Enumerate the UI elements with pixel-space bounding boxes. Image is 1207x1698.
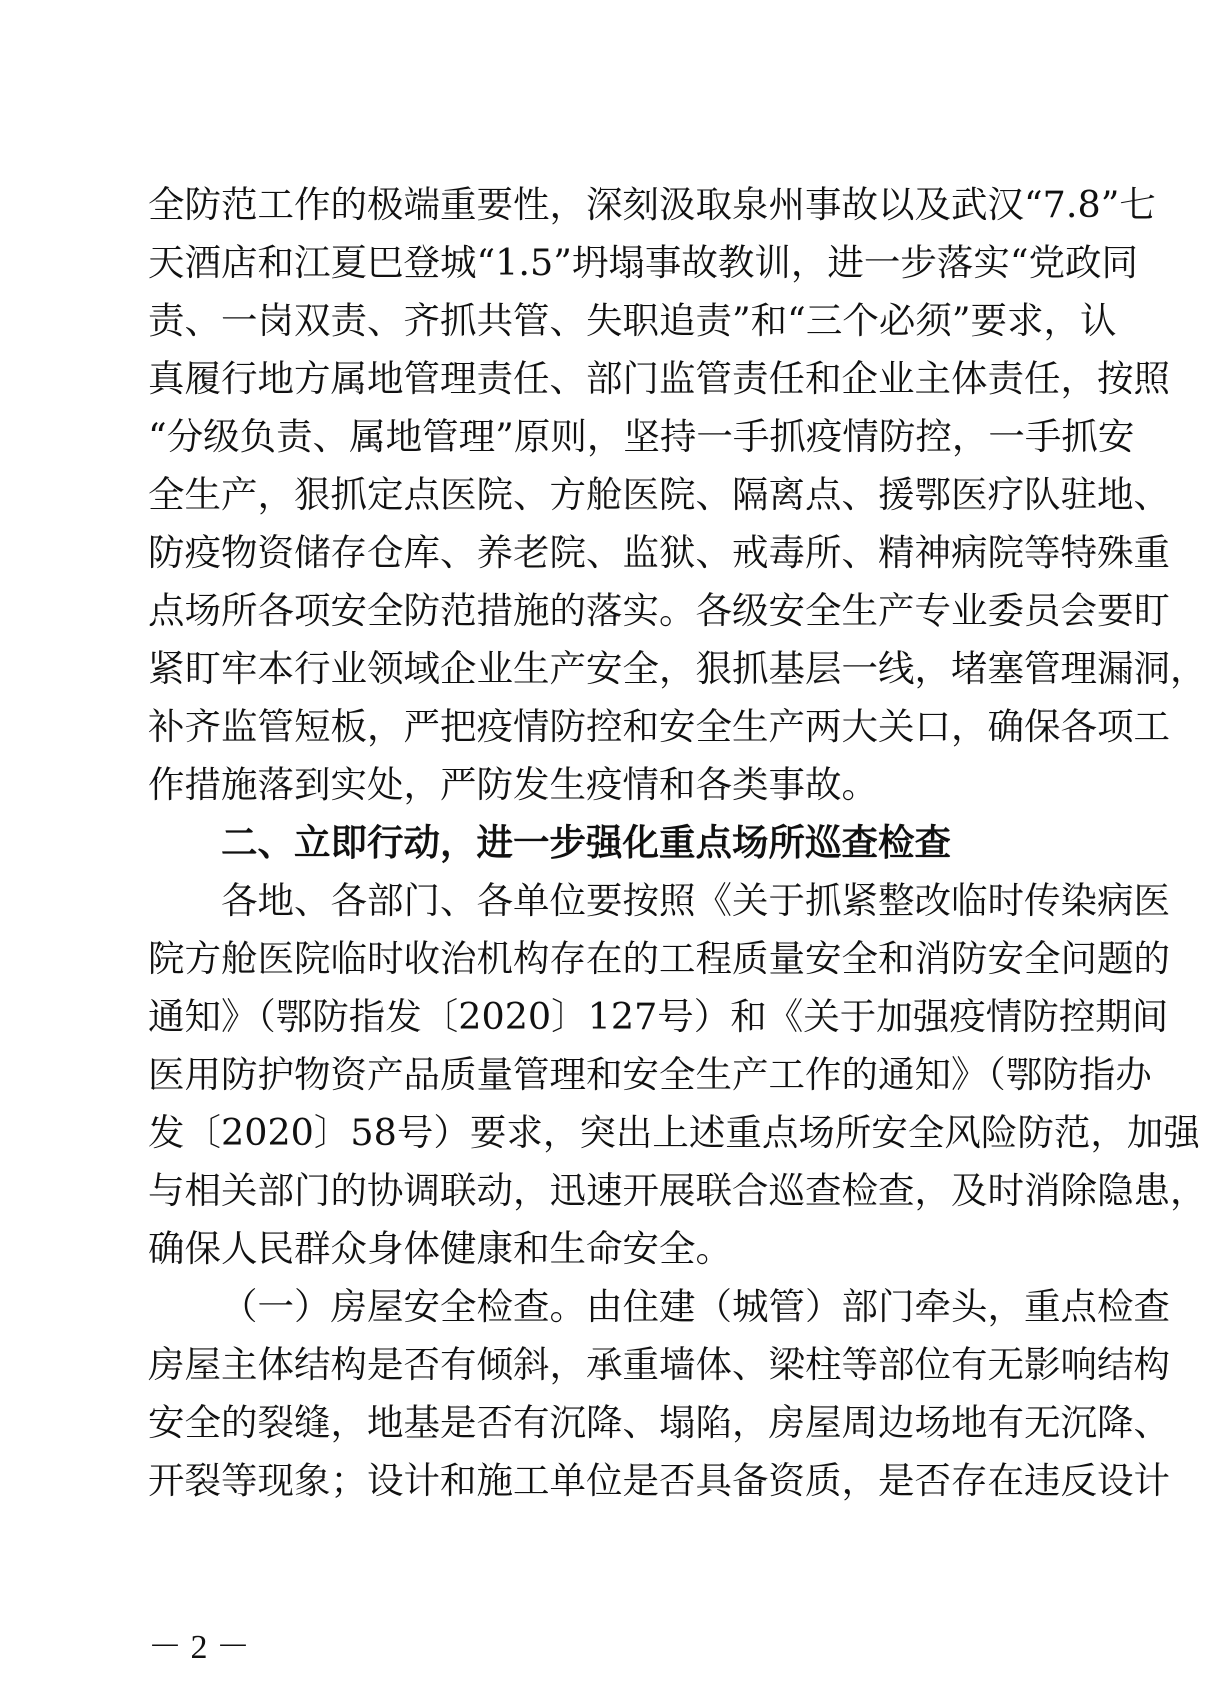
body-text-line: “分级负责、属地管理”原则，坚持一手抓疫情防控，一手抓安 xyxy=(148,415,1135,458)
body-text-line: 开裂等现象；设计和施工单位是否具备资质，是否存在违反设计 xyxy=(148,1459,1170,1502)
paragraph-first-line: 各地、各部门、各单位要按照《关于抓紧整改临时传染病医 xyxy=(221,879,1170,922)
body-text-line: 真履行地方属地管理责任、部门监管责任和企业主体责任，按照 xyxy=(148,357,1170,400)
body-text-line: 点场所各项安全防范措施的落实。各级安全生产专业委员会要盯 xyxy=(148,589,1170,632)
section-heading: 二、立即行动，进一步强化重点场所巡查检查 xyxy=(221,821,951,864)
body-text-line: 院方舱医院临时收治机构存在的工程质量安全和消防安全问题的 xyxy=(148,937,1170,980)
body-text-line: 作措施落到实处，严防发生疫情和各类事故。 xyxy=(148,763,878,806)
paragraph-first-line: （一）房屋安全检查。由住建（城管）部门牵头，重点检查 xyxy=(221,1285,1170,1328)
body-text-line: 发〔2020〕58号）要求，突出上述重点场所安全风险防范，加强 xyxy=(148,1111,1200,1154)
body-text-line: 防疫物资储存仓库、养老院、监狱、戒毒所、精神病院等特殊重 xyxy=(148,531,1170,574)
body-text-line: 责、一岗双责、齐抓共管、失职追责”和“三个必须”要求，认 xyxy=(148,299,1117,342)
body-text-line: 天酒店和江夏巴登城“1.5”坍塌事故教训，进一步落实“党政同 xyxy=(148,241,1139,284)
body-text-line: 全防范工作的极端重要性，深刻汲取泉州事故以及武汉“7.8”七 xyxy=(148,183,1156,226)
body-text-line: 通知》（鄂防指发〔2020〕127号）和《关于加强疫情防控期间 xyxy=(148,995,1169,1038)
body-text-line: 补齐监管短板，严把疫情防控和安全生产两大关口，确保各项工 xyxy=(148,705,1170,748)
body-text-line: 房屋主体结构是否有倾斜，承重墙体、梁柱等部位有无影响结构 xyxy=(148,1343,1170,1386)
body-text-line: 与相关部门的协调联动，迅速开展联合巡查检查，及时消除隐患， xyxy=(148,1169,1207,1212)
body-text-line: 医用防护物资产品质量管理和安全生产工作的通知》（鄂防指办 xyxy=(148,1053,1152,1096)
body-text-line: 紧盯牢本行业领域企业生产安全，狠抓基层一线，堵塞管理漏洞， xyxy=(148,647,1207,690)
body-text-line: 全生产，狠抓定点医院、方舱医院、隔离点、援鄂医疗队驻地、 xyxy=(148,473,1170,516)
page-number: － 2 － xyxy=(148,1629,250,1666)
body-text-line: 安全的裂缝，地基是否有沉降、塌陷，房屋周边场地有无沉降、 xyxy=(148,1401,1170,1444)
body-text-line: 确保人民群众身体健康和生命安全。 xyxy=(148,1227,732,1270)
